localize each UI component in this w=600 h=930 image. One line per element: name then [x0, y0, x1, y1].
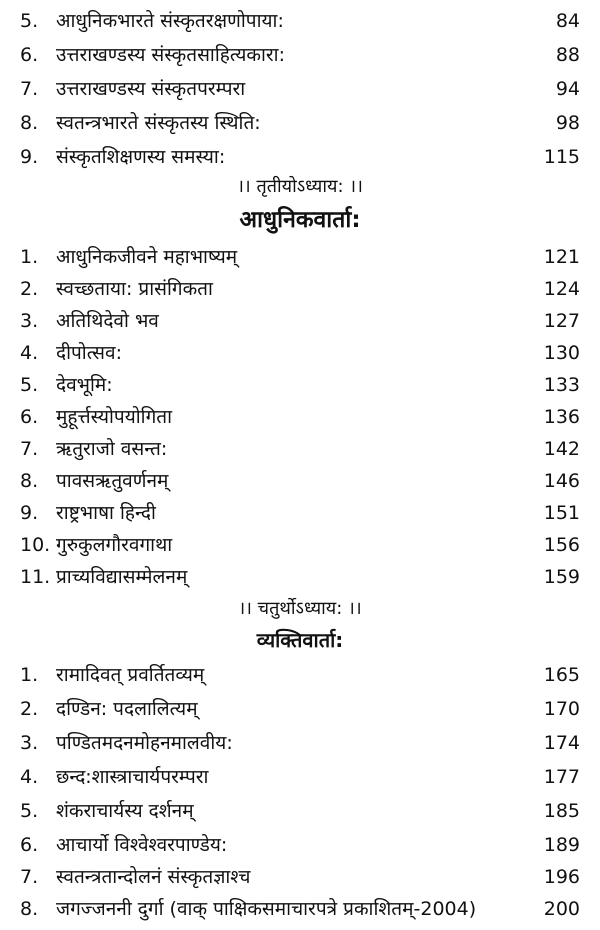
entry-number: 3. [20, 310, 39, 332]
entry-page: 130 [543, 342, 580, 364]
entry-page: 174 [543, 732, 580, 754]
toc-entry [0, 336, 600, 370]
entry-number: 4. [20, 766, 39, 788]
entry-number: 7. [20, 78, 39, 100]
entry-title: पण्डितमदनमोहनमालवीय: [56, 732, 233, 754]
entry-title: पावसऋतुवर्णनम् [56, 470, 169, 492]
entry-title: शंकराचार्यस्य दर्शनम् [56, 800, 194, 822]
toc-entry [0, 38, 600, 72]
entry-number: 5. [20, 374, 39, 396]
entry-number: 3. [20, 732, 39, 754]
entry-title: अतिथिदेवो भव [56, 310, 159, 332]
entry-title: जगज्जननी दुर्गा (वाक् पाक्षिकसमाचारपत्रे प्रकाशितम्-2004) [56, 898, 477, 920]
toc-entry [0, 528, 600, 562]
entry-page: 133 [543, 374, 580, 396]
entry-number: 10. [20, 534, 51, 556]
entry-page: 200 [543, 898, 580, 920]
entry-number: 8. [20, 470, 39, 492]
entry-title: गुरुकुलगौरवगाथा [56, 534, 173, 556]
entry-page: 165 [543, 664, 580, 686]
toc-entry [0, 692, 600, 726]
toc-entry [0, 658, 600, 692]
entry-number: 1. [20, 246, 39, 268]
chapter-section-heading: आधुनिकवार्ता: [239, 207, 361, 233]
entry-number: 6. [20, 44, 39, 66]
toc-entry [0, 828, 600, 862]
entry-page: 156 [543, 534, 580, 556]
entry-title: रामादिवत् प्रवर्तितव्यम् [56, 664, 205, 686]
entry-page: 94 [555, 78, 580, 100]
entry-title: दण्डिन: पदलालित्यम् [56, 698, 198, 720]
entry-title: मुहूर्त्तस्योपयोगिता [56, 406, 173, 428]
toc-entry [0, 860, 600, 894]
toc-entry [0, 560, 600, 594]
entry-number: 4. [20, 342, 39, 364]
toc-entry [0, 240, 600, 274]
entry-title: दीपोत्सव: [56, 342, 122, 364]
entry-title: देवभूमि: [56, 374, 113, 396]
entry-page: 88 [555, 44, 580, 66]
toc-entry [0, 72, 600, 106]
entry-page: 142 [543, 438, 580, 460]
entry-page: 84 [555, 10, 580, 32]
toc-entry [0, 140, 600, 174]
entry-number: 1. [20, 664, 39, 686]
entry-title: आधुनिकभारते संस्कृतरक्षणोपाया: [56, 10, 284, 32]
entry-title: संस्कृतशिक्षणस्य समस्या: [56, 146, 226, 168]
entry-number: 6. [20, 406, 39, 428]
entry-title: राष्ट्रभाषा हिन्दी [56, 502, 156, 524]
entry-page: 196 [543, 866, 580, 888]
toc-entry [0, 272, 600, 306]
entry-number: 2. [20, 278, 39, 300]
toc-entry [0, 432, 600, 466]
entry-title: स्वतन्त्रभारते संस्कृतस्य स्थिति: [56, 112, 261, 134]
entry-number: 2. [20, 698, 39, 720]
entry-title: ऋतुराजो वसन्त: [56, 438, 168, 460]
entry-page: 124 [543, 278, 580, 300]
entry-page: 151 [543, 502, 580, 524]
entry-title: आधुनिकजीवने महाभाष्यम् [56, 246, 238, 268]
toc-entry [0, 400, 600, 434]
entry-number: 7. [20, 866, 39, 888]
toc-entry [0, 726, 600, 760]
entry-title: प्राच्यविद्यासम्मेलनम् [56, 566, 188, 588]
toc-entry [0, 892, 600, 926]
entry-title: आचार्यो विश्वेश्वरपाण्डेय: [56, 834, 228, 856]
toc-entry [0, 794, 600, 828]
entry-page: 146 [543, 470, 580, 492]
entry-number: 6. [20, 834, 39, 856]
entry-number: 8. [20, 898, 39, 920]
entry-page: 115 [543, 146, 580, 168]
entry-number: 11. [20, 566, 51, 588]
entry-page: 177 [543, 766, 580, 788]
entry-title: स्वच्छताया: प्रासंगिकता [56, 278, 213, 300]
toc-entry [0, 464, 600, 498]
entry-number: 7. [20, 438, 39, 460]
entry-number: 9. [20, 502, 39, 524]
toc-entry [0, 304, 600, 338]
entry-number: 5. [20, 800, 39, 822]
toc-entry [0, 106, 600, 140]
toc-entry [0, 368, 600, 402]
entry-title: स्वतन्त्रतान्दोलनं संस्कृतज्ञाश्च [56, 866, 251, 888]
entry-title: उत्तराखण्डस्य संस्कृतसाहित्यकारा: [56, 44, 285, 66]
entry-page: 127 [543, 310, 580, 332]
toc-entry [0, 760, 600, 794]
toc-entry [0, 496, 600, 530]
entry-page: 185 [543, 800, 580, 822]
entry-title: छन्द:शास्त्राचार्यपरम्परा [56, 766, 209, 788]
entry-number: 8. [20, 112, 39, 134]
chapter-division-heading: ।। चतुर्थोऽध्याय: ।। [238, 598, 362, 619]
entry-number: 5. [20, 10, 39, 32]
entry-page: 136 [543, 406, 580, 428]
entry-page: 121 [543, 246, 580, 268]
entry-number: 9. [20, 146, 39, 168]
entry-page: 189 [543, 834, 580, 856]
chapter-section-heading: व्यक्तिवार्ता: [256, 628, 344, 652]
entry-title: उत्तराखण्डस्य संस्कृतपरम्परा [56, 78, 246, 100]
entry-page: 170 [543, 698, 580, 720]
entry-page: 98 [555, 112, 580, 134]
toc-entry [0, 4, 600, 38]
chapter-division-heading: ।। तृतीयोऽध्याय: ।। [237, 176, 363, 197]
entry-page: 159 [543, 566, 580, 588]
